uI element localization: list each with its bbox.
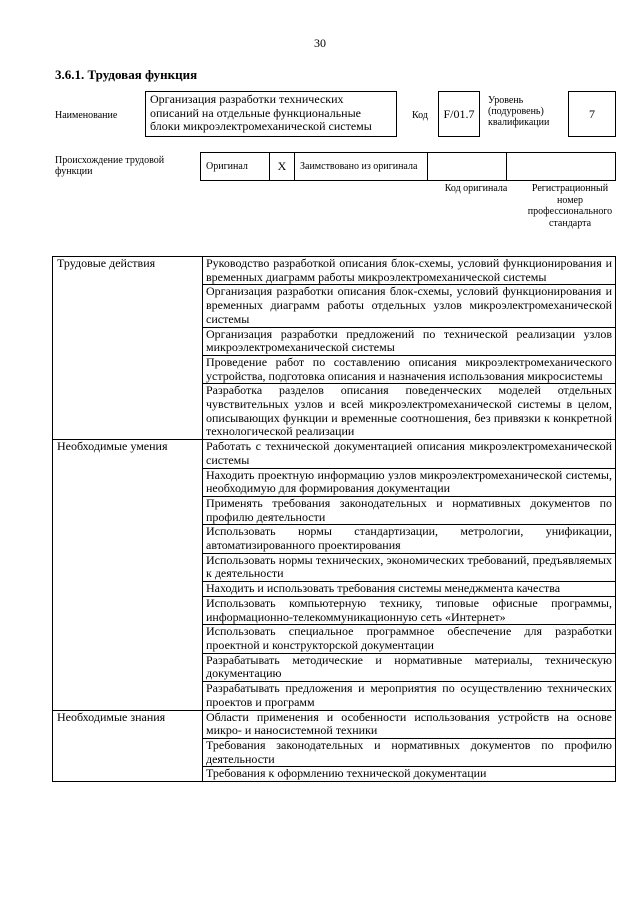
section-item: Использовать специальное программное обеспечение для разработки проектной и конструкторской документации	[203, 625, 616, 653]
origin-code-cell	[428, 153, 507, 181]
section-item: Организация разработки предложений по технической реализации узлов микроэлектромеханической системы	[203, 327, 616, 355]
section-item: Разрабатывать методические и нормативные материалы, техническую документацию	[203, 653, 616, 681]
name-label: Наименование	[55, 110, 118, 121]
table-row	[53, 257, 616, 285]
section-item: Требования к оформлению технической документации	[203, 767, 616, 782]
section-item: Требования законодательных и нормативных документов по профилю деятельности	[203, 738, 616, 766]
borrowed-label: Заимствовано из оригинала	[295, 153, 428, 181]
code-value: F/01.7	[438, 91, 480, 137]
section-item: Применять требования законодательных и нормативных документов по профилю деятельности	[203, 496, 616, 524]
origin-code-caption: Код оригинала	[444, 183, 508, 194]
original-label: Оригинал	[201, 153, 270, 181]
origin-reg-cell	[507, 153, 616, 181]
section-item: Находить проектную информацию узлов микроэлектромеханической системы, необходимую для формирования документации	[203, 468, 616, 496]
section-title: 3.6.1. Трудовая функция	[55, 67, 198, 82]
origin-reg-caption: Регистрационный номер профессионального стандарта	[527, 183, 613, 229]
section-item: Работать с технической документацией описания микроэлектромеханической системы	[203, 440, 616, 468]
section-item: Использовать нормы технических, экономических требований, предъявляемых к деятельности	[203, 553, 616, 581]
section-item: Области применения и особенности использования устройств на основе микро- и наносистемной техники	[203, 710, 616, 738]
code-label: Код	[412, 110, 428, 121]
section-item: Разрабатывать предложения и мероприятия по осуществлению технических проектов и программ	[203, 682, 616, 710]
origin-label: Происхождение трудовой функции	[55, 155, 165, 177]
origin-table	[200, 152, 616, 181]
section-title-cell: Необходимые умения	[53, 440, 203, 710]
section-item: Находить и использовать требования системы менеджмента качества	[203, 582, 616, 597]
section-item: Проведение работ по составлению описания микроэлектромеханического устройства, подготовка описания и назначения использования микросистемы	[203, 355, 616, 383]
section-title-cell: Трудовые действия	[53, 257, 203, 440]
section-item: Организация разработки описания блок-схемы, условий функционирования и временных диаграмм работы отдельных узлов микроэлектромеханической системы	[203, 285, 616, 327]
function-name-value: Организация разработки технических описаний на отдельные функциональные блоки микроэлектромеханической системы	[145, 91, 397, 137]
function-table	[52, 256, 616, 782]
section-item: Использовать нормы стандартизации, метрологии, унификации, автоматизированного проектирования	[203, 525, 616, 553]
table-row	[53, 440, 616, 468]
section-title-cell: Необходимые знания	[53, 710, 203, 782]
level-label: Уровень (подуровень) квалификации	[488, 95, 550, 128]
table-row	[53, 710, 616, 738]
section-item: Руководство разработкой описания блок-схемы, условий функционирования и временных диаграмм работы микроэлектромеханической системы	[203, 257, 616, 285]
original-mark: X	[270, 153, 295, 181]
page-number: 30	[314, 36, 326, 50]
section-item: Разработка разделов описания поведенческих моделей отдельных чувствительных узлов и всей микроэлектромеханической системы в целом, описывающих функции и временные соотношения, без привязки к конкретной технологической реализации	[203, 384, 616, 440]
section-item: Использовать компьютерную технику, типовые офисные программы, информационно-телекоммуникационную сеть «Интернет»	[203, 596, 616, 624]
level-value: 7	[568, 91, 616, 137]
